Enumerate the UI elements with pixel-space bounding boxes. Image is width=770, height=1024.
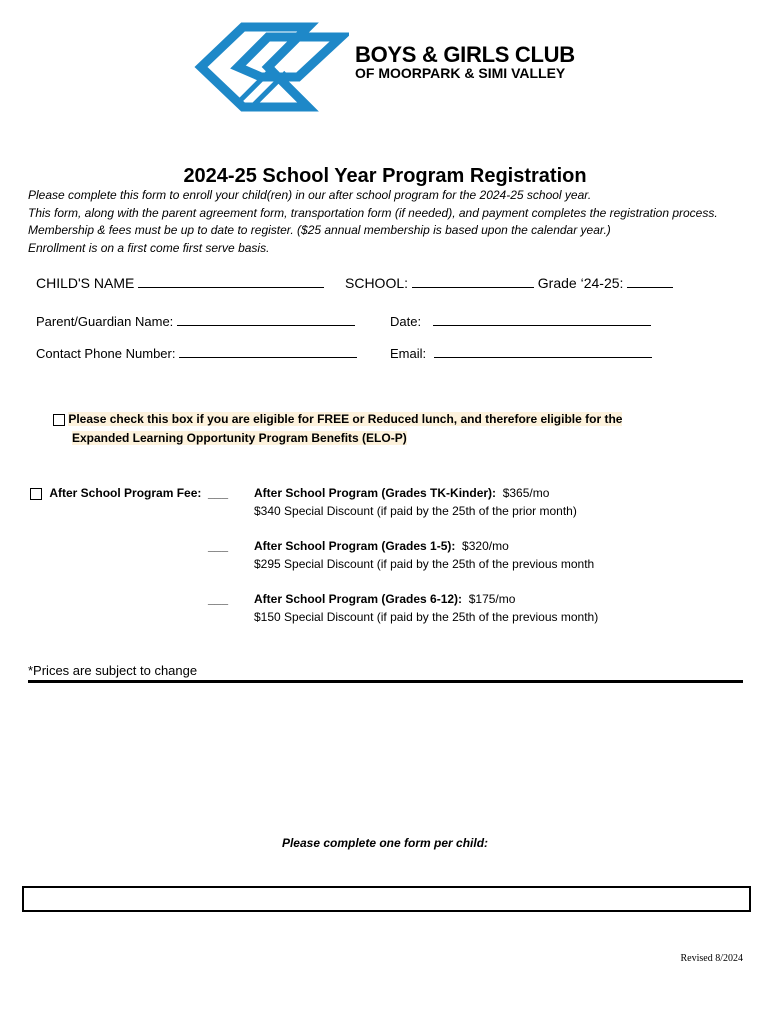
org-name-line1: BOYS & GIRLS CLUB [355, 42, 575, 67]
fee-option-2-name: After School Program (Grades 1-5): [254, 539, 456, 553]
fee-option-1-name: After School Program (Grades TK-Kinder): [254, 486, 497, 500]
club-logo-icon [193, 22, 349, 112]
fee-option-3-price: $175/mo [468, 592, 516, 606]
fee-option-1 [254, 484, 577, 520]
fee-option-blank-1[interactable]: ___ [208, 486, 229, 500]
prices-note: *Prices are subject to change [28, 663, 198, 678]
date-field [390, 312, 651, 331]
grade-input[interactable] [627, 274, 673, 288]
email-label: Email: [390, 346, 427, 361]
intro-paragraph-2: This form, along with the parent agreement form, transportation form (if needed), and payment completes the registration process. Membership & fees must be up to date to register. ($25 annual membership is based upon the calendar year.) [28, 205, 718, 237]
phone-label: Contact Phone Number: [36, 346, 176, 361]
fee-checkbox[interactable] [30, 488, 42, 500]
fee-option-2-discount: $295 Special Discount (if paid by the 25th of the previous month [254, 557, 595, 571]
fee-option-2 [254, 537, 594, 573]
fee-option-2-price: $320/mo [462, 539, 509, 553]
child-name-label: CHILD'S NAME [36, 275, 135, 291]
divider-rule [28, 680, 743, 683]
fee-option-3-name: After School Program (Grades 6-12): [254, 592, 463, 606]
intro-paragraph-1: Please complete this form to enroll your child(ren) in our after school program for the 2024-25 school year. [28, 188, 592, 202]
school-input[interactable] [412, 274, 534, 288]
fee-option-3 [254, 590, 598, 626]
intro-text [28, 187, 748, 257]
email-input[interactable] [434, 344, 652, 358]
child-entry-box[interactable] [22, 886, 751, 912]
elop-line1: Please check this box if you are eligible for FREE or Reduced lunch, and therefore eligible for the [68, 412, 623, 426]
elop-line2: Expanded Learning Opportunity Program Benefits (ELO-P) [72, 431, 407, 445]
grade-label: Grade ‘24-25: [537, 275, 624, 291]
org-name-line2: OF MOORPARK & SIMI VALLEY [355, 65, 566, 81]
form-title: 2024-25 School Year Program Registration [183, 165, 587, 187]
intro-paragraph-3: Enrollment is on a first come first serve basis. [28, 240, 270, 255]
date-input[interactable] [433, 312, 651, 326]
fee-option-blank-3[interactable]: ___ [208, 592, 229, 606]
email-field [390, 344, 652, 363]
per-child-note: Please complete one form per child: [281, 836, 489, 850]
child-name-field [36, 274, 324, 292]
fee-label: After School Program Fee: [49, 486, 202, 500]
child-name-input[interactable] [138, 274, 324, 288]
fee-label-row [30, 485, 201, 501]
phone-field [36, 344, 357, 363]
fee-option-3-discount: $150 Special Discount (if paid by the 25th of the previous month) [254, 610, 599, 624]
fee-option-blank-2[interactable]: ___ [208, 539, 229, 553]
elop-checkbox[interactable] [53, 414, 65, 426]
fee-option-1-discount: $340 Special Discount (if paid by the 25th of the prior month) [254, 504, 577, 518]
revised-date: Revised 8/2024 [680, 953, 743, 964]
parent-field [36, 312, 355, 331]
date-label: Date: [390, 314, 422, 329]
school-label: SCHOOL: [345, 275, 409, 291]
phone-input[interactable] [179, 344, 357, 358]
fee-option-1-price: $365/mo [502, 486, 550, 500]
parent-input[interactable] [177, 312, 355, 326]
parent-label: Parent/Guardian Name: [36, 314, 174, 329]
elop-eligibility [53, 410, 653, 448]
school-field [345, 274, 673, 292]
